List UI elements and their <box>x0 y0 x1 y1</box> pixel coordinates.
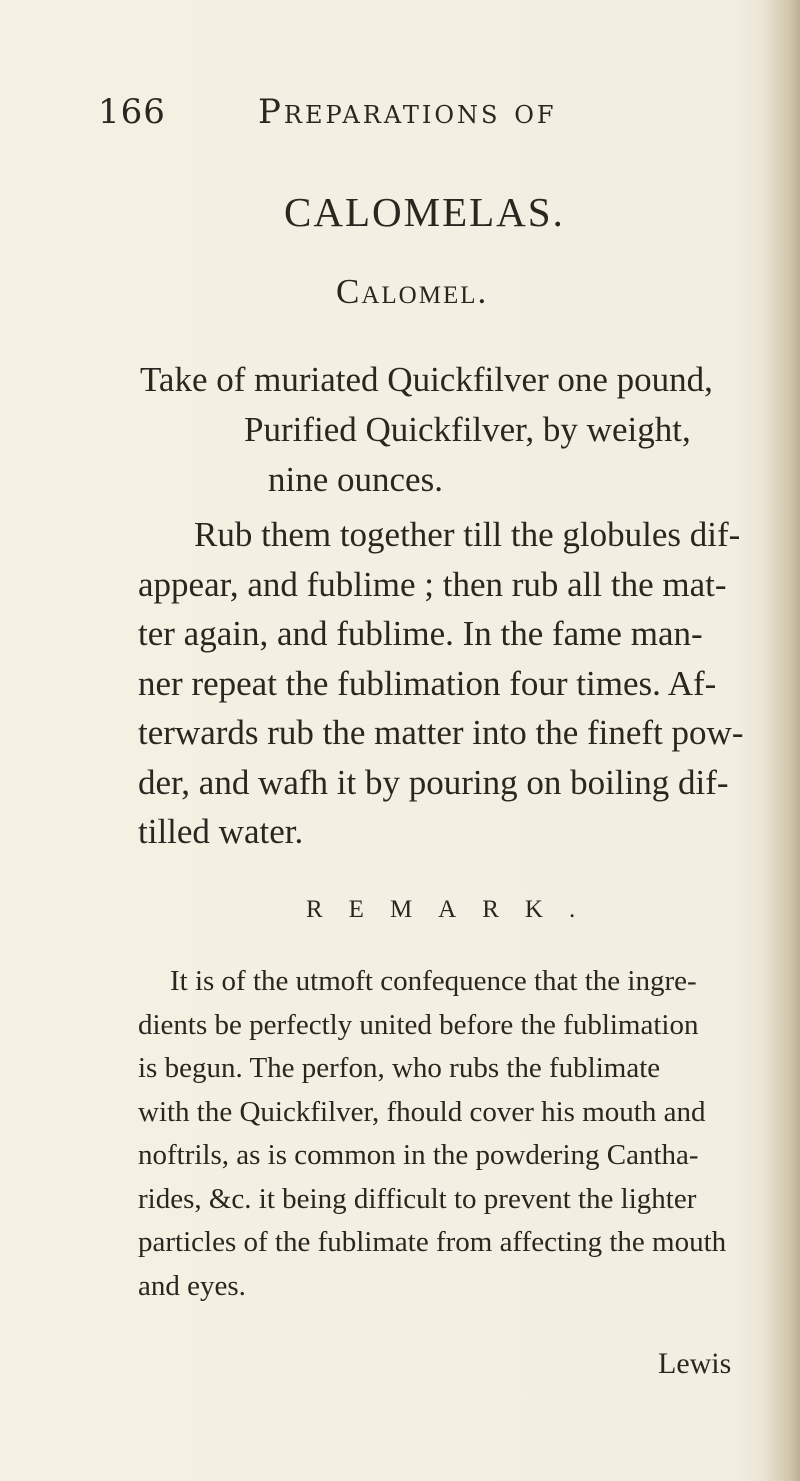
directions-paragraph <box>138 510 758 857</box>
paragraph-line: tilled water. <box>138 812 304 851</box>
paragraph-line: Rub them together till the globules dif- <box>194 515 741 554</box>
remark-line: with the Quickfilver, fhould cover his mouth and <box>138 1095 706 1128</box>
page-header <box>0 92 800 142</box>
paragraph-line: ner repeat the fublimation four times. Af- <box>138 663 717 703</box>
remark-line: and eyes. <box>138 1269 246 1302</box>
section-title: CALOMELAS. <box>284 189 565 235</box>
section-subtitle: Calomel. <box>336 272 489 311</box>
remark-line: dients be perfectly united before the fublimation <box>138 1008 699 1041</box>
paragraph-line: terwards rub the matter into the fineft pow- <box>138 713 744 752</box>
remark-paragraph <box>138 960 778 1308</box>
page-number: 166 <box>98 92 166 132</box>
ingredient-line: Purified Quickfilver, by weight, <box>244 410 691 449</box>
paragraph-line: der, and wafh it by pouring on boiling dif- <box>138 762 729 802</box>
remark-line: It is of the utmoft confequence that the ingre- <box>170 965 697 997</box>
remark-line: is begun. The perfon, who rubs the fublimate <box>138 1052 661 1084</box>
running-head: Preparations of <box>258 92 557 132</box>
paragraph-line: appear, and fublime ; then rub all the mat- <box>138 564 727 604</box>
remark-line: rides, &c. it being difficult to prevent the lighter <box>138 1182 697 1215</box>
remark-line: particles of the fublimate from affecting the mouth <box>138 1226 727 1258</box>
remark-heading: REMARK. <box>306 896 602 923</box>
ingredient-line: nine ounces. <box>268 460 443 499</box>
remark-line: noftrils, as is common in the powdering Cantha- <box>138 1139 699 1171</box>
paragraph-line: ter again, and fublime. In the fame man- <box>138 614 703 653</box>
ingredient-line: Take of muriated Quickfilver one pound, <box>140 360 713 399</box>
catchword: Lewis <box>658 1347 732 1380</box>
